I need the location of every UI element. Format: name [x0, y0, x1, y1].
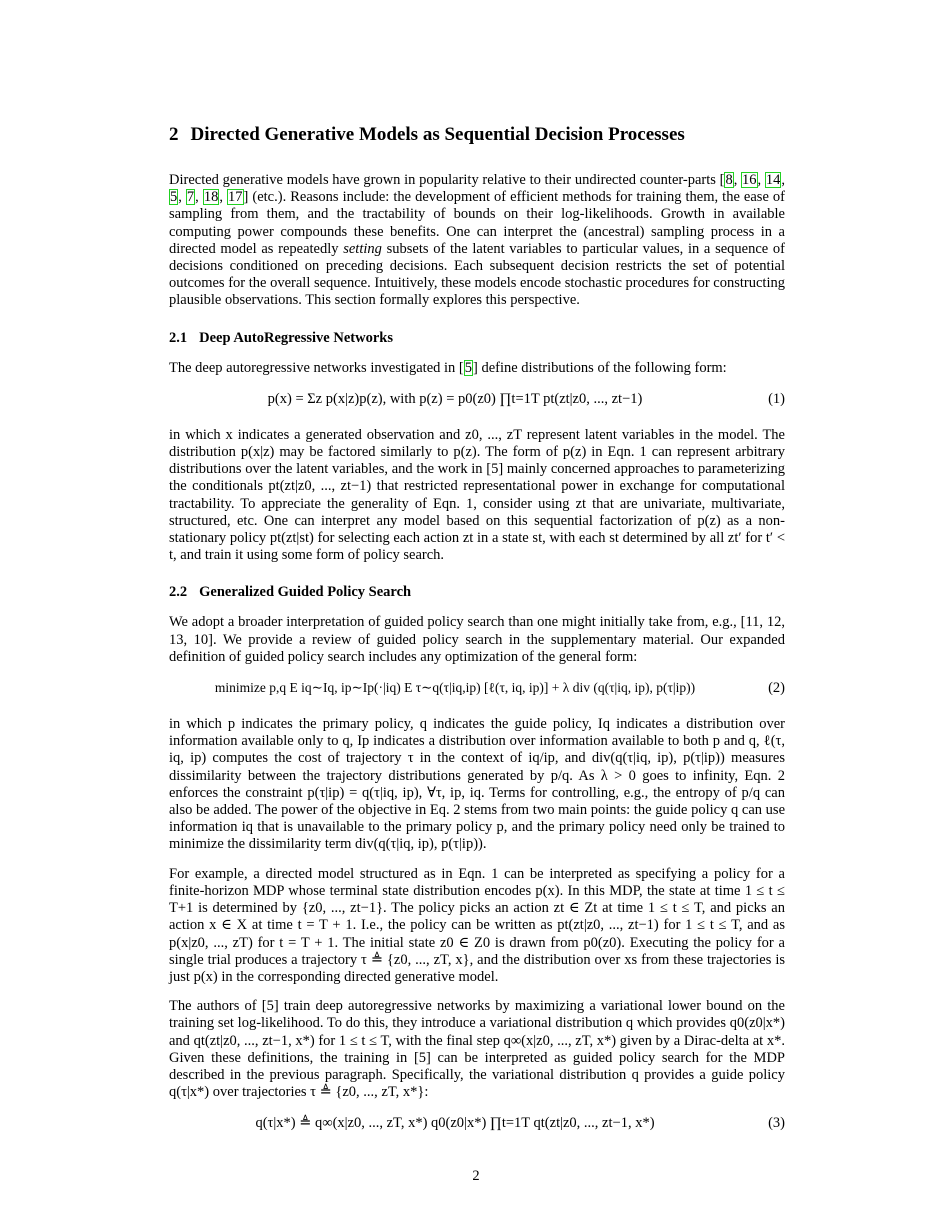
intro-paragraph: Directed generative models have grown in popularity relative to their undirected counter-parts [8, 16, 14, 5, 7, 18, 17] (etc.). Reasons include: the development of efficient methods for training them, the ease of sampling from them, and the tractability of bounds on their log-likelihoods. Growth in available computing power compounds these benefits. One can interpret the (ancestral) sampling process in a directed model as repeatedly setting subsets of the latent variables to particular values, in a sequence of decisions conditioned on preceding decisions. Each subsequent decision restricts the set of potential outcomes for the overall sequence. Intuitively, these models encode stochastic procedures for constructing plausible observations. This section formally explores this perspective. — [169, 172, 786, 309]
equation-2-number: (2) — [768, 680, 785, 697]
citation-link[interactable]: 5 — [170, 189, 178, 206]
citation-link[interactable]: 18 — [203, 189, 219, 206]
citation-link[interactable]: 17 — [228, 189, 243, 206]
sub2-paragraph-3: The authors of [5] train deep autoregressive networks by maximizing a variational lower bound on the training set log-likelihood. To do this, they introduce a variational distribution q which provides q0(z0|x*) and qt(zt|z0, ..., zt−1, x*) for 1 ≤ t ≤ T, with the final step q∞(x|z0, ..., zT, x*) given by a Dirac-delta at x*. Given these definitions, the training in [5] can be interpreted as guided policy search for the MDP described in the previous paragraph. Specifically, the variational distribution q provides a guide policy q(τ|x*) over trajectories τ ≜ {z0, ..., zT, x*}: — [169, 998, 785, 1101]
page-number: 2 — [472, 1168, 480, 1184]
sub2-lead: We adopt a broader interpretation of guided policy search than one might initially take from, e.g., [11, 12, 13, 10]. We provide a review of guided policy search in the supplementary material. Our expanded definition of guided policy search includes any optimization of the general form: — [169, 614, 785, 665]
sub2-paragraph-1: in which p indicates the primary policy, q indicates the guide policy, Iq indicates a distribution over information available only to q, Ip indicates a distribution over information available to both p and q, ℓ(τ, iq, ip) computes the cost of trajectory τ in the context of iq/ip, and div(q(τ|iq, ip), p(τ|ip)) measures dissimilarity between the trajectory distributions generated by p/q. As λ > 0 goes to infinity, Eqn. 2 enforces the constraint p(τ|ip) = q(τ|iq, ip), ∀τ, ip, iq. Terms for controlling, e.g., the entropy of p/q can also be added. The power of the objective in Eq. 2 stems from two main points: the guide policy q can use information iq that is unavailable to the primary policy p, and the primary policy need only be trained to minimize the dissimilarity term div(q(τ|iq, ip), p(τ|ip)). — [169, 716, 785, 853]
equation-3 — [169, 1103, 785, 1147]
citation-link[interactable]: 5 — [464, 359, 472, 376]
sub1-paragraph: in which x indicates a generated observation and z0, ..., zT represent latent variables in the model. The distribution p(x|z) may be factored similarly to p(z). The form of p(z) in Eqn. 1 can represent arbitrary distributions over the latent variables, and the work in [5] mainly concerned approaches to parameterizing the conditionals pt(zt|z0, ..., zt−1) that restricted representational power in exchange for computational tractability. To appreciate the generality of Eqn. 1, consider using zt that are univariate, multivariate, structured, etc. One can interpret any model based on this sequential factorization of p(z) as a non-stationary policy pt(zt|st) for selecting each action zt in a state st, with each st determined by all zt′ for t′ < t, and train it using some form of policy search. — [169, 426, 785, 564]
equation-3-body: q(τ|x*) ≜ q∞(x|z0, ..., zT, x*) q0(z0|x*) ∏t=1T qt(zt|z0, ..., zt−1, x*) — [255, 1115, 655, 1132]
equation-2 — [169, 668, 785, 712]
equation-1-body: p(x) = Σz p(x|z)p(z), with p(z) = p0(z0) ∏t=1T pt(zt|z0, ..., zt−1) — [267, 390, 643, 407]
citation-link[interactable]: 14 — [765, 172, 781, 188]
subsection-heading-2-2: 2.2 Generalized Guided Policy Search — [169, 584, 412, 601]
citation-link[interactable]: 8 — [725, 172, 733, 188]
citation-link[interactable]: 16 — [742, 172, 757, 188]
equation-3-number: (3) — [768, 1115, 785, 1132]
equation-1-number: (1) — [768, 390, 785, 407]
equation-1 — [169, 379, 785, 423]
sub2-paragraph-2: For example, a directed model structured as in Eqn. 1 can be interpreted as specifying a policy for a finite-horizon MDP whose terminal state distribution encodes p(x). In this MDP, the state at time 1 ≤ t ≤ T+1 is determined by {z0, ..., zt−1}. The policy picks an action zt ∈ Zt at time 1 ≤ t ≤ T, and picks an action x ∈ X at time t = T + 1. I.e., the policy can be written as pt(zt|z0, ..., zt−1) for 1 ≤ t ≤ T, and as p(x|z0, ..., zT) for t = T + 1. The initial state z0 ∈ Z0 is drawn from p0(z0). Executing the policy for a single trial produces a trajectory τ ≜ {z0, ..., zT, x}, and the distribution over xs from these trajectories is just p(x) in the corresponding directed generative model. — [169, 865, 785, 985]
section-heading: 2 Directed Generative Models as Sequential Decision Processes — [169, 124, 685, 145]
citation-link[interactable]: 7 — [186, 189, 195, 206]
equation-2-body: minimize p,q E iq∼Iq, ip∼Ip(·|iq) E τ∼q(τ|iq,ip) [ℓ(τ, iq, ip)] + λ div (q(τ|iq, ip), p(τ|ip)) — [214, 680, 696, 696]
subsection-heading-2-1: 2.1 Deep AutoRegressive Networks — [169, 329, 393, 346]
sub1-lead: The deep autoregressive networks investigated in [5] define distributions of the following form: — [169, 359, 727, 376]
paper-page — [169, 122, 785, 1151]
